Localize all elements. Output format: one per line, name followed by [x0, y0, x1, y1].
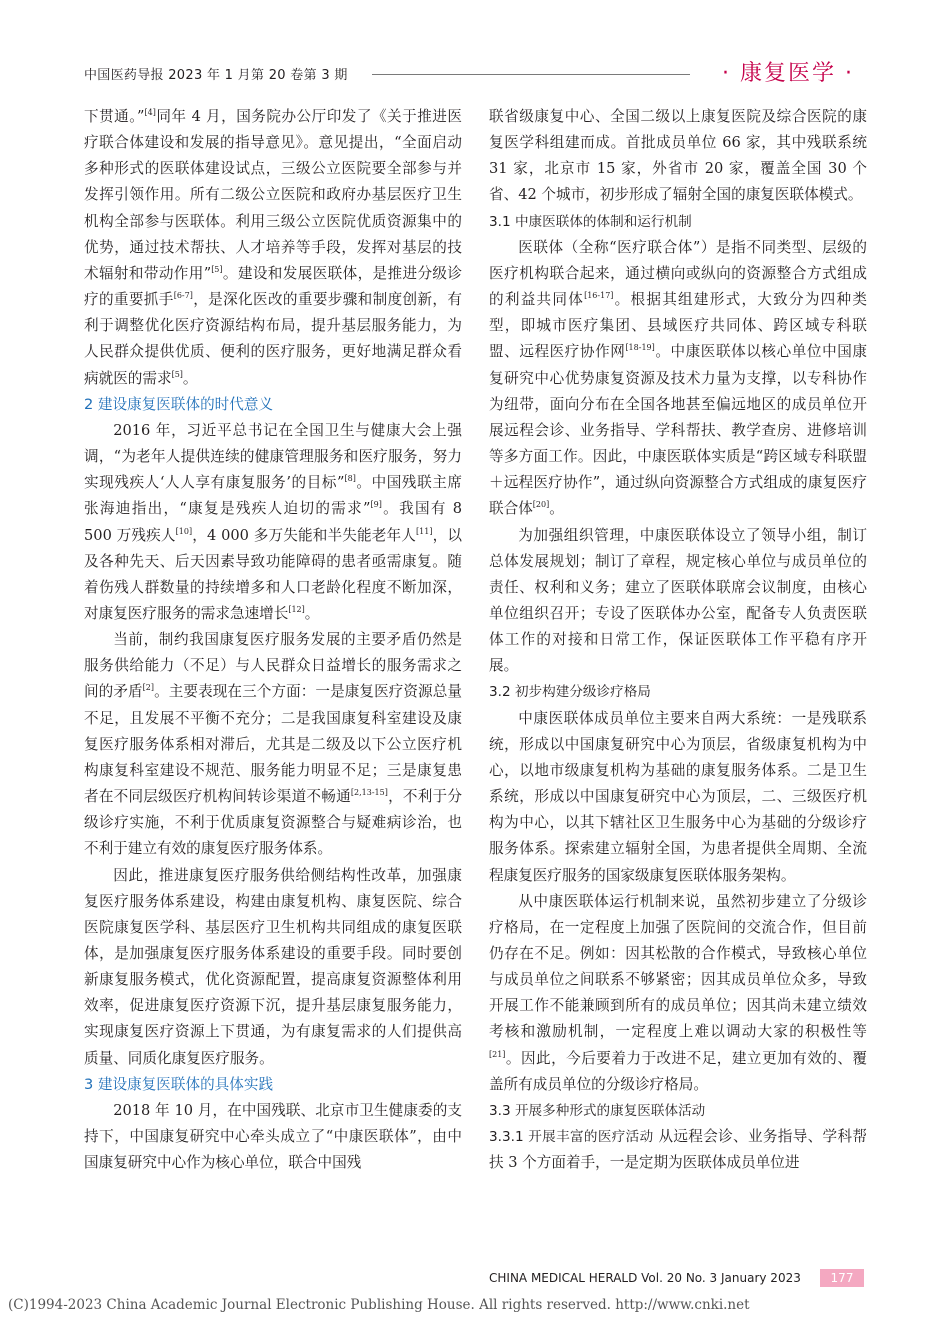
section-heading: 3 建设康复医联体的具体实践: [84, 1075, 274, 1093]
citation[interactable]: [6-7]: [173, 291, 193, 301]
paragraph: 医联体（全称“医疗联合体”）是指不同类型、层级的医疗机构联合起来，通过横向或纵向的资源整合方式组成的利益共同体[16-17]。根据其组建形式，大致分为四种类型，即城市医疗集团、县域医疗共同体、跨区域专科联盟、远程医疗协作网[18-19]。中康医联体以核心单位中国康复研究中心优势康复资源及技术力量为支撑，以专科协作为纽带，面向分布在全国各地甚至偏远地区的成员单位开展远程会诊、业务指导、学科帮扶、教学查房、进修培训等多方面工作。因此，中康医联体实质是“跨区域专科联盟＋远程医疗协作”，通过纵向资源整合方式组成的康复医疗联合体[20]。: [489, 238, 867, 518]
page-number: 177: [820, 1269, 864, 1287]
paragraph: 当前，制约我国康复医疗服务发展的主要矛盾仍然是服务供给能力（不足）与人民群众日益增长的服务需求之间的矛盾[2]。主要表现在三个方面：一是康复医疗资源总量不足，且发展不平衡不充分；二是我国康复科室建设及康复医疗服务体系相对滞后，尤其是二级及以下公立医疗机构康复科室建设不规范、服务能力明显不足；三是康复患者在不同层级医疗机构间转诊渠道不畅通[2,13-15]，不利于分级诊疗实施，不利于优质康复资源整合与疑难病诊治，也不利于建立有效的康复医疗服务体系。: [84, 631, 462, 858]
paragraph: 2016 年，习近平总书记在全国卫生与健康大会上强调，“为老年人提供连续的健康管理服务和医疗服务，努力实现残疾人‘人人享有康复服务’的目标”[8]。中国残联主席张海迪指出，“康复是残疾人迫切的需求”[9]。我国有 8 500 万残疾人[10]，4 000 多万失能和半失能老年人[11]，以及各种先天、后天因素导致功能障碍的患者亟需康复。随着伤残人群数量的持续增多和人口老龄化程度不断加深，对康复医疗服务的需求急速增长[12]。: [84, 421, 462, 622]
subsubsection-heading: 3.3.1 开展丰富的医疗活动: [489, 1129, 654, 1146]
citation[interactable]: [21]: [489, 1049, 506, 1059]
paragraph: 2018 年 10 月，在中国残联、北京市卫生健康委的支持下，中国康复研究中心牵头成立了“中康医联体”，由中国康复研究中心作为核心单位，联合中国残: [84, 1101, 462, 1172]
paragraph: 中康医联体成员单位主要来自两大系统：一是残联系统，形成以中国康复研究中心为顶层，省级康复机构为中心，以地市级康复机构为基础的康复服务体系。二是卫生系统，形成以中国康复研究中心为顶层，二、三级医疗机构为中心，以其下辖社区卫生服务中心为基础的分级诊疗服务体系。探索建立辐射全国，为患者提供全周期、全流程康复医疗服务的国家级康复医联体服务架构。: [489, 709, 867, 884]
right-column: 联省级康复中心、全国二级以上康复医院及综合医院的康复医学科组建而成。首批成员单位 66 家，其中残联系统 31 家，北京市 15 家，外省市 20 家，覆盖全国 30 个省、42 个城市，初步形成了辐射全国的康复医联体模式。 3.1 中康医联体的体制和运行机制 医联体（全称“医疗联合体”）是指不同类型、层级的医疗机构联合起来，通过横向或纵向的资源整合方式组成的利益共同体[16-17]。根据其组建形式，大致分为四种类型，即城市医疗集团、县域医疗共同体、跨区域专科联盟、远程医疗协作网[18-19]。中康医联体以核心单位中国康复研究中心优势康复资源及技术力量为支撑，以专科协作为纽带，面向分布在全国各地甚至偏远地区的成员单位开展远程会诊、业务指导、学科帮扶、教学查房、进修培训等多方面工作。因此，中康医联体实质是“跨区域专科联盟＋远程医疗协作”，通过纵向资源整合方式组成的康复医疗联合体[20]。 为加强组织管理，中康医联体设立了领导小组，制订总体发展规划；制订了章程，规定核心单位与成员单位的责任、权利和义务；建立了医联体联席会议制度，由核心单位组织召开；专设了医联体办公室，配备专人负责医联体工作的对接和日常工作，保证医联体工作平稳有序开展。 3.2 初步构建分级诊疗格局 中康医联体成员单位主要来自两大系统：一是残联系统，形成以中国康复研究中心为顶层，省级康复机构为中心，以地市级康复机构为基础的康复服务体系。二是卫生系统，形成以中国康复研究中心为顶层，二、三级医疗机构为中心，以其下辖社区卫生服务中心为基础的分级诊疗服务体系。探索建立辐射全国，为患者提供全周期、全流程康复医疗服务的国家级康复医联体服务架构。 从中康医联体运行机制来说，虽然初步建立了分级诊疗格局，在一定程度上加强了医院间的交流合作，但目前仍存在不足。例如：因其松散的合作模式，导致核心单位与成员单位之间联系不够紧密；因其成员单位众多，导致开展工作不能兼顾到所有的成员单位；因其尚未建立绩效考核和激励机制，一定程度上难以调动大家的积极性等[21]。因此，今后要着力于改进不足，建立更加有效的、覆盖所有成员单位的分级诊疗格局。 3.3 开展多种形式的康复医联体活动 3.3.1 开展丰富的医疗活动 从远程会诊、业务指导、学科帮扶 3 个方面着手，一是定期为医联体成员单位进: [489, 104, 867, 1176]
citation[interactable]: [5]: [211, 265, 223, 275]
citation[interactable]: [5]: [171, 369, 183, 379]
citation[interactable]: [20]: [532, 500, 550, 510]
subsection-heading: 3.1 中康医联体的体制和运行机制: [489, 213, 692, 230]
journal-issue-header: 中国医药导报 2023 年 1 月第 20 卷第 3 期: [84, 68, 348, 83]
subsection-heading: 3.2 初步构建分级诊疗格局: [489, 684, 651, 701]
copyright-notice: (C)1994-2023 China Academic Journal Electronic Publishing House. All rights reserved. http://www.cnki.net: [8, 1297, 750, 1313]
section-heading: 2 建设康复医联体的时代意义: [84, 395, 274, 413]
citation[interactable]: [11]: [416, 526, 433, 536]
paragraph: 为加强组织管理，中康医联体设立了领导小组，制订总体发展规划；制订了章程，规定核心单位与成员单位的责任、权利和义务；建立了医联体联席会议制度，由核心单位组织召开；专设了医联体办公室，配备专人负责医联体工作的对接和日常工作，保证医联体工作平稳有序开展。: [489, 526, 867, 675]
citation[interactable]: [2,13-15]: [350, 788, 388, 798]
paragraph: 因此，推进康复医疗服务供给侧结构性改革，加强康复医疗服务体系建设，构建由康复机构、康复医院、综合医院康复医学科、基层医疗卫生机构共同组成的康复医联体，是加强康复医疗服务体系建设的重要手段。同时要创新康复服务模式，优化资源配置，提高康复资源整体利用效率，促进康复医疗资源下沉，提升基层康复服务能力，实现康复医疗资源上下贯通，为有康复需求的人们提供高质量、同质化康复医疗服务。: [84, 866, 462, 1067]
paragraph: 联省级康复中心、全国二级以上康复医院及综合医院的康复医学科组建而成。首批成员单位 66 家，其中残联系统 31 家，北京市 15 家，外省市 20 家，覆盖全国 30 个省、42 个城市，初步形成了辐射全国的康复医联体模式。: [489, 108, 867, 204]
header-rule: [372, 74, 690, 75]
footer-journal: CHINA MEDICAL HERALD Vol. 20 No. 3 January 2023: [489, 1271, 801, 1285]
citation[interactable]: [12]: [288, 605, 305, 615]
citation[interactable]: [8]: [344, 474, 356, 484]
subsection-heading: 3.3 开展多种形式的康复医联体活动: [489, 1102, 706, 1119]
citation[interactable]: [4]: [144, 108, 156, 118]
section-title: · 康复医学 ·: [722, 61, 854, 86]
left-column: [84, 104, 462, 1176]
citation[interactable]: [9]: [370, 500, 382, 510]
citation[interactable]: [18-19]: [625, 343, 655, 353]
citation[interactable]: [16-17]: [584, 291, 614, 301]
citation[interactable]: [2]: [142, 683, 155, 693]
paragraph: 下贯通。”[4]同年 4 月，国务院办公厅印发了《关于推进医疗联合体建设和发展的指导意见》。意见提出，“全面启动多种形式的医联体建设试点，三级公立医院要全部参与并发挥引领作用。所有二级公立医院和政府办基层医疗卫生机构全部参与医联体。利用三级公立医院优质资源集中的优势，通过技术帮扶、人才培养等手段，发挥对基层的技术辐射和带动作用”[5]。建设和发展医联体，是推进分级诊疗的重要抓手[6-7]，是深化医改的重要步骤和制度创新，有利于调整优化医疗资源结构布局，提升基层服务能力，为人民群众提供优质、便利的医疗服务，更好地满足群众看病就医的需求[5]。: [84, 108, 462, 387]
paragraph: 从中康医联体运行机制来说，虽然初步建立了分级诊疗格局，在一定程度上加强了医院间的交流合作，但目前仍存在不足。例如：因其松散的合作模式，导致核心单位与成员单位之间联系不够紧密；因其成员单位众多，导致开展工作不能兼顾到所有的成员单位；因其尚未建立绩效考核和激励机制，一定程度上难以调动大家的积极性等[21]。因此，今后要着力于改进不足，建立更加有效的、覆盖所有成员单位的分级诊疗格局。: [489, 892, 867, 1093]
citation[interactable]: [10]: [175, 526, 193, 536]
